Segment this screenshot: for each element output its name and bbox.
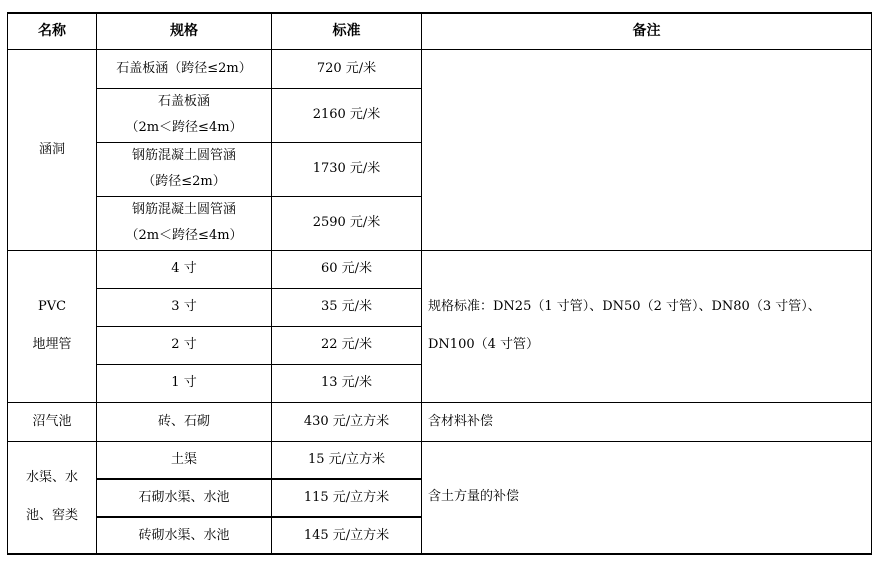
spec-line: 砖砌水渠、水池 [138, 527, 230, 543]
category-name-cell [8, 49, 97, 250]
spec-cell [97, 364, 272, 402]
table-row [8, 49, 872, 88]
standard-cell: 145 元/立方米 [272, 517, 422, 554]
spec-line: 石砌水渠、水池 [138, 490, 230, 505]
spec-line: 3 寸 [171, 299, 197, 314]
standard-cell: 720 元/米 [272, 49, 422, 88]
spec-cell [97, 479, 272, 517]
spec-line: （跨径≤2m） [142, 174, 226, 189]
table-row [8, 250, 872, 288]
table-row [8, 402, 872, 441]
spec-line: 石盖板涵 [157, 94, 210, 109]
header-note: 备注 [422, 13, 872, 49]
category-name-line: 沼气池 [32, 413, 72, 429]
spec-line: 4 寸 [171, 261, 197, 276]
table-row [8, 441, 872, 479]
note-cell [422, 250, 872, 402]
spec-cell [97, 196, 272, 250]
header-spec: 规格 [97, 13, 272, 49]
spec-cell [97, 250, 272, 288]
note-cell [422, 402, 872, 441]
category-name-cell [8, 441, 97, 554]
standard-cell: 1730 元/米 [272, 142, 422, 196]
standard-cell: 115 元/立方米 [272, 479, 422, 517]
note-line: DN100（4 寸管） [428, 337, 540, 352]
spec-line: （2m＜跨径≤4m） [125, 228, 243, 243]
standard-cell: 22 元/米 [272, 326, 422, 364]
spec-cell [97, 441, 272, 479]
spec-line: 钢筋混凝土圆管涵 [131, 148, 236, 163]
standard-cell: 15 元/立方米 [272, 441, 422, 479]
category-name-line: 水渠、水 [25, 470, 78, 486]
spec-cell [97, 326, 272, 364]
spec-cell [97, 517, 272, 554]
spec-line: 2 寸 [171, 337, 197, 352]
note-line: 含土方量的补偿 [428, 489, 520, 505]
category-name-line: PVC [37, 299, 67, 314]
standard-cell: 35 元/米 [272, 288, 422, 326]
spec-line: 1 寸 [171, 375, 197, 390]
note-cell [422, 49, 872, 250]
header-row [8, 13, 872, 49]
standard-cell: 2160 元/米 [272, 88, 422, 142]
category-name-cell [8, 250, 97, 402]
spec-line: （2m＜跨径≤4m） [125, 120, 243, 135]
header-standard: 标准 [272, 13, 422, 49]
compensation-table-container [7, 12, 871, 555]
standard-cell: 13 元/米 [272, 364, 422, 402]
header-name: 名称 [8, 13, 97, 49]
standard-cell: 60 元/米 [272, 250, 422, 288]
note-cell [422, 441, 872, 554]
spec-line: 砖、石砌 [157, 413, 210, 429]
spec-cell [97, 142, 272, 196]
standard-cell: 430 元/立方米 [272, 402, 422, 441]
spec-line: 土渠 [170, 451, 197, 467]
spec-cell [97, 49, 272, 88]
category-name-line: 池、窖类 [25, 508, 78, 524]
spec-cell [97, 402, 272, 441]
note-line: 规格标准：DN25（1 寸管）、DN50（2 寸管）、DN80（3 寸管）、 [428, 299, 821, 314]
note-line: 含材料补偿 [428, 413, 494, 429]
spec-cell [97, 288, 272, 326]
spec-cell [97, 88, 272, 142]
category-name-line: 地埋管 [32, 337, 72, 352]
spec-line: 钢筋混凝土圆管涵 [131, 202, 236, 217]
table-body [8, 13, 872, 554]
spec-line: 石盖板涵（跨径≤2m） [116, 60, 252, 76]
standard-cell: 2590 元/米 [272, 196, 422, 250]
compensation-table [7, 12, 872, 555]
category-name-cell [8, 402, 97, 441]
category-name-line: 涵洞 [38, 141, 65, 157]
